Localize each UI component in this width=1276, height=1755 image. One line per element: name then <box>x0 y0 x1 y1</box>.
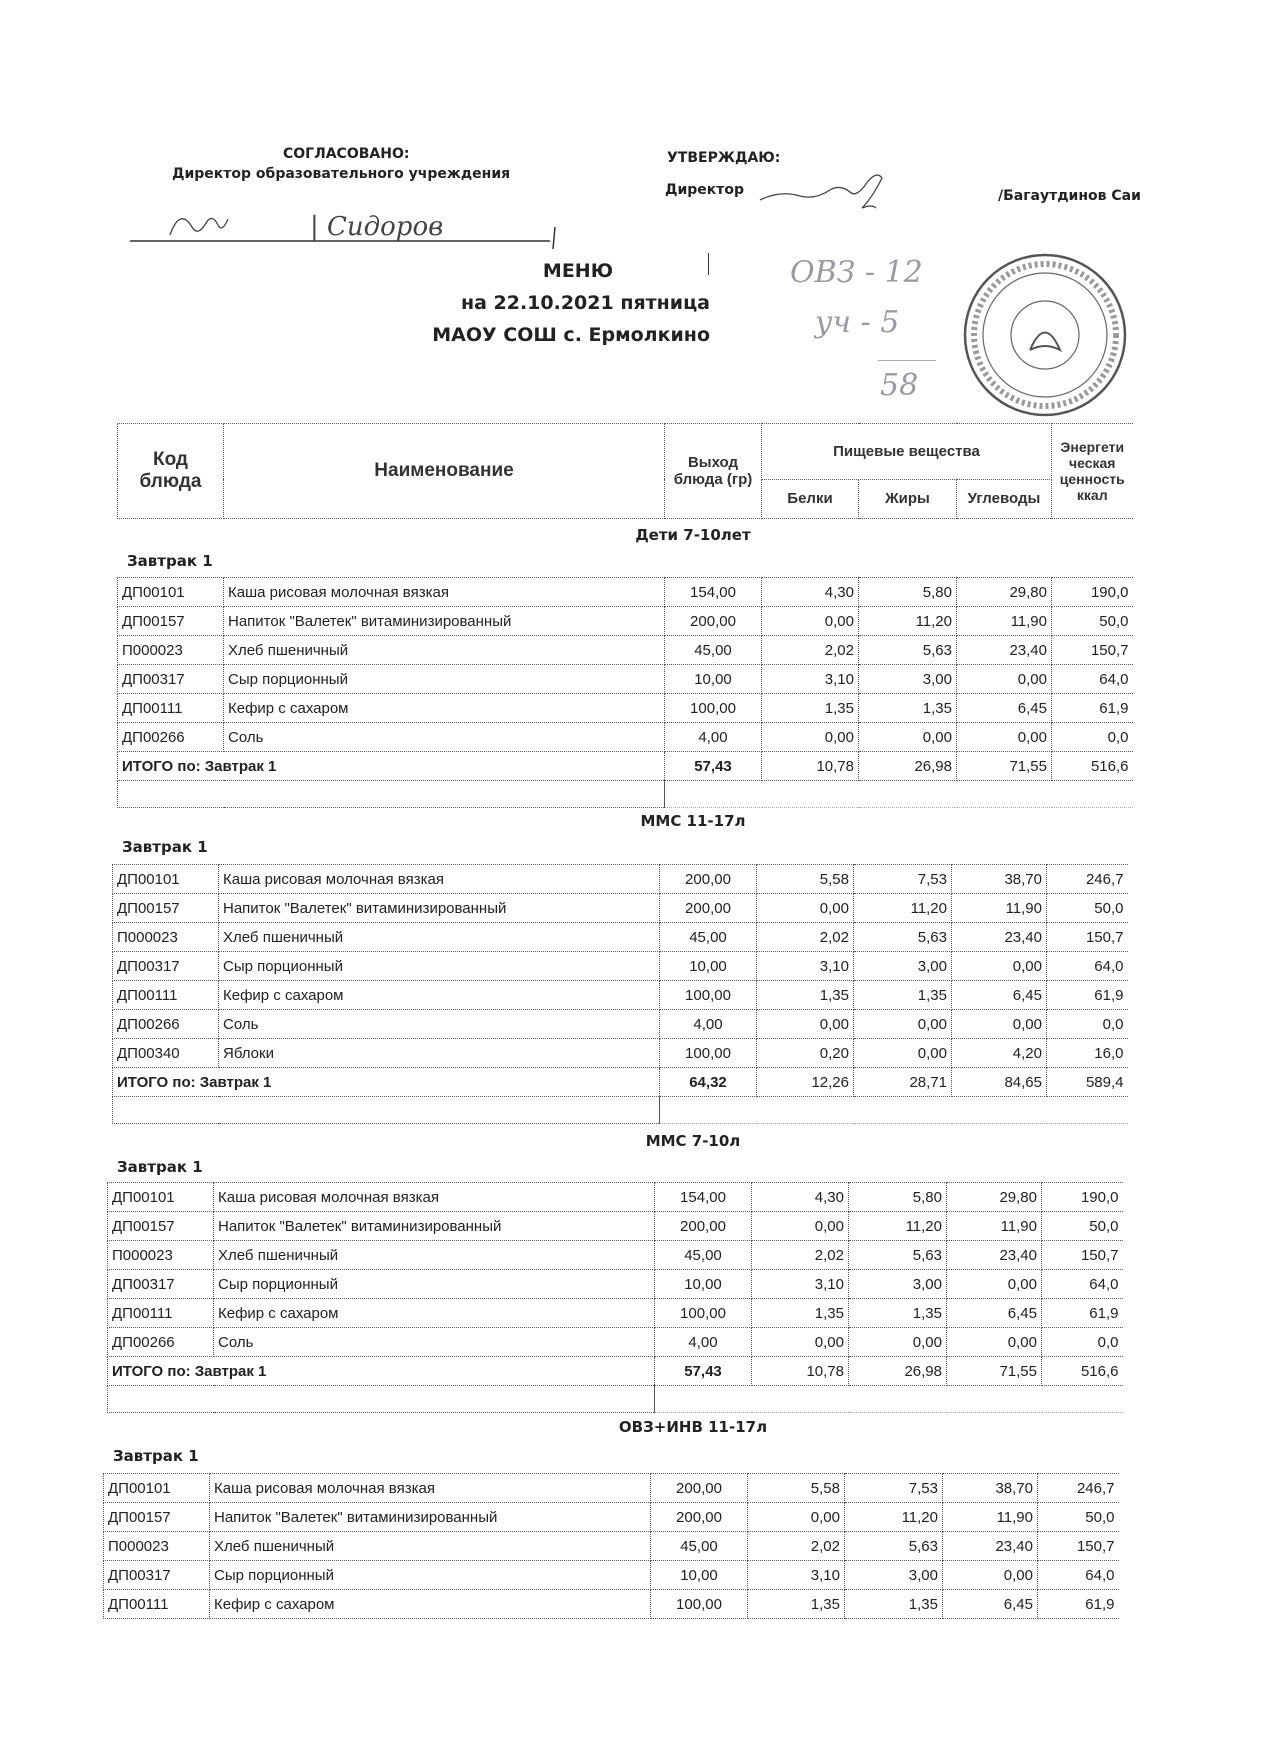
dish-carbs: 0,00 <box>952 952 1047 981</box>
table-row <box>108 1328 1123 1357</box>
dish-protein: 3,10 <box>752 1270 849 1299</box>
total-yield: 57,43 <box>665 752 762 781</box>
approved-position: Директор <box>665 182 745 198</box>
svg-text:| Сидоров: | Сидоров <box>310 212 444 242</box>
col-energy: Энергети ческая ценность ккал <box>1052 424 1133 519</box>
table-row <box>118 694 1133 723</box>
table-row <box>104 1590 1119 1619</box>
col-carbs: Углеводы <box>957 479 1052 518</box>
col-yield: Выход блюда (гр) <box>665 424 762 519</box>
dish-yield: 100,00 <box>651 1590 748 1619</box>
dish-code: П000023 <box>104 1532 210 1561</box>
dish-name: Сыр порционный <box>214 1270 655 1299</box>
total-energy: 516,6 <box>1042 1357 1123 1386</box>
dish-name: Кефир с сахаром <box>214 1299 655 1328</box>
dish-yield: 10,00 <box>651 1561 748 1590</box>
dish-energy: 50,0 <box>1047 894 1128 923</box>
total-protein: 10,78 <box>762 752 859 781</box>
dish-protein: 5,58 <box>748 1474 845 1503</box>
dish-fat: 11,20 <box>859 607 957 636</box>
dish-protein: 0,00 <box>748 1503 845 1532</box>
dish-yield: 100,00 <box>665 694 762 723</box>
col-protein: Белки <box>762 479 859 518</box>
dish-carbs: 0,00 <box>957 723 1052 752</box>
dish-carbs: 6,45 <box>952 981 1047 1010</box>
dish-energy: 50,0 <box>1042 1212 1123 1241</box>
blank-cell <box>118 781 665 808</box>
dish-protein: 3,10 <box>762 665 859 694</box>
dish-code: ДП00101 <box>113 865 219 894</box>
dish-energy: 50,0 <box>1038 1503 1119 1532</box>
dish-energy: 64,0 <box>1047 952 1128 981</box>
dish-yield: 45,00 <box>665 636 762 665</box>
total-fat: 28,71 <box>854 1068 952 1097</box>
total-row <box>108 1357 1123 1386</box>
menu-table <box>107 1182 1123 1413</box>
dish-protein: 0,00 <box>752 1212 849 1241</box>
dish-name: Каша рисовая молочная вязкая <box>224 578 665 607</box>
dish-fat: 7,53 <box>845 1474 943 1503</box>
dish-carbs: 29,80 <box>957 578 1052 607</box>
dish-energy: 246,7 <box>1047 865 1128 894</box>
dish-protein: 1,35 <box>762 694 859 723</box>
total-energy: 516,6 <box>1052 752 1133 781</box>
blank-row <box>118 781 1133 808</box>
blank-cell <box>113 1097 660 1124</box>
menu-table-header <box>117 423 1133 519</box>
dish-code: ДП00101 <box>108 1183 214 1212</box>
dish-energy: 61,9 <box>1047 981 1128 1010</box>
dish-name: Сыр порционный <box>219 952 660 981</box>
dish-protein: 2,02 <box>752 1241 849 1270</box>
dish-code: ДП00157 <box>113 894 219 923</box>
table-row <box>113 952 1128 981</box>
dish-fat: 3,00 <box>849 1270 947 1299</box>
dish-carbs: 11,90 <box>952 894 1047 923</box>
col-fat: Жиры <box>859 479 957 518</box>
dish-fat: 1,35 <box>859 694 957 723</box>
dish-name: Каша рисовая молочная вязкая <box>219 865 660 894</box>
dish-name: Кефир с сахаром <box>219 981 660 1010</box>
total-energy: 589,4 <box>1047 1068 1128 1097</box>
dish-yield: 4,00 <box>655 1328 752 1357</box>
blank-cell <box>665 781 1133 808</box>
menu-date: на 22.10.2021 пятница <box>460 292 710 314</box>
dish-code: П000023 <box>118 636 224 665</box>
dish-carbs: 0,00 <box>943 1561 1038 1590</box>
school-name: МАОУ СОШ с. Ермолкино <box>432 324 710 346</box>
table-row <box>113 923 1128 952</box>
total-carbs: 84,65 <box>952 1068 1047 1097</box>
dish-carbs: 29,80 <box>947 1183 1042 1212</box>
total-fat: 26,98 <box>859 752 957 781</box>
col-nutrients: Пищевые вещества <box>762 424 1052 480</box>
approved-label: УТВЕРЖДАЮ: <box>667 150 781 166</box>
handwritten-note-1: ОВЗ - 12 <box>790 255 923 290</box>
total-carbs: 71,55 <box>947 1357 1042 1386</box>
dish-yield: 100,00 <box>660 1039 757 1068</box>
section-group-title: ММС 11-17л <box>640 812 746 830</box>
divider <box>708 253 709 275</box>
dish-code: ДП00111 <box>113 981 219 1010</box>
dish-code: ДП00111 <box>104 1590 210 1619</box>
dish-code: ДП00111 <box>108 1299 214 1328</box>
dish-protein: 0,00 <box>757 1010 854 1039</box>
dish-code: ДП00266 <box>108 1328 214 1357</box>
dish-energy: 0,0 <box>1052 723 1133 752</box>
dish-code: ДП00157 <box>118 607 224 636</box>
note-line <box>878 360 936 361</box>
dish-carbs: 0,00 <box>947 1270 1042 1299</box>
table-row <box>113 1010 1128 1039</box>
blank-cell <box>108 1386 655 1413</box>
dish-energy: 150,7 <box>1042 1241 1123 1270</box>
dish-fat: 5,63 <box>849 1241 947 1270</box>
dish-code: ДП00266 <box>118 723 224 752</box>
table-row <box>113 981 1128 1010</box>
dish-yield: 154,00 <box>665 578 762 607</box>
dish-code: ДП00157 <box>104 1503 210 1532</box>
dish-name: Каша рисовая молочная вязкая <box>214 1183 655 1212</box>
dish-fat: 1,35 <box>845 1590 943 1619</box>
dish-fat: 5,80 <box>849 1183 947 1212</box>
dish-yield: 10,00 <box>665 665 762 694</box>
dish-code: ДП00317 <box>113 952 219 981</box>
dish-energy: 190,0 <box>1052 578 1133 607</box>
dish-carbs: 23,40 <box>952 923 1047 952</box>
dish-yield: 200,00 <box>655 1212 752 1241</box>
dish-yield: 10,00 <box>660 952 757 981</box>
dish-fat: 7,53 <box>854 865 952 894</box>
dish-yield: 200,00 <box>651 1474 748 1503</box>
table-row <box>108 1241 1123 1270</box>
dish-carbs: 6,45 <box>943 1590 1038 1619</box>
dish-name: Хлеб пшеничный <box>214 1241 655 1270</box>
col-code: Код блюда <box>118 424 224 519</box>
dish-carbs: 11,90 <box>947 1212 1042 1241</box>
dish-name: Яблоки <box>219 1039 660 1068</box>
dish-name: Каша рисовая молочная вязкая <box>210 1474 651 1503</box>
table-row <box>104 1561 1119 1590</box>
meal-title: Завтрак 1 <box>122 838 208 856</box>
dish-yield: 200,00 <box>651 1503 748 1532</box>
dish-carbs: 0,00 <box>947 1328 1042 1357</box>
dish-energy: 16,0 <box>1047 1039 1128 1068</box>
dish-protein: 4,30 <box>752 1183 849 1212</box>
section-group-title: ОВЗ+ИНВ 11-17л <box>618 1418 768 1436</box>
dish-fat: 0,00 <box>859 723 957 752</box>
dish-energy: 246,7 <box>1038 1474 1119 1503</box>
meal-title: Завтрак 1 <box>113 1447 199 1465</box>
total-label: ИТОГО по: Завтрак 1 <box>113 1068 660 1097</box>
dish-protein: 1,35 <box>748 1590 845 1619</box>
dish-energy: 61,9 <box>1042 1299 1123 1328</box>
dish-name: Напиток "Валетек" витаминизированный <box>214 1212 655 1241</box>
dish-name: Напиток "Валетек" витаминизированный <box>219 894 660 923</box>
dish-name: Соль <box>224 723 665 752</box>
menu-table <box>117 577 1133 808</box>
dish-fat: 11,20 <box>845 1503 943 1532</box>
dish-fat: 1,35 <box>849 1299 947 1328</box>
dish-carbs: 6,45 <box>957 694 1052 723</box>
dish-protein: 2,02 <box>757 923 854 952</box>
dish-code: ДП00101 <box>118 578 224 607</box>
dish-fat: 5,80 <box>859 578 957 607</box>
blank-row <box>113 1097 1128 1124</box>
dish-protein: 2,02 <box>762 636 859 665</box>
dish-yield: 200,00 <box>660 865 757 894</box>
total-protein: 10,78 <box>752 1357 849 1386</box>
total-protein: 12,26 <box>757 1068 854 1097</box>
table-row <box>113 865 1128 894</box>
dish-energy: 150,7 <box>1038 1532 1119 1561</box>
dish-yield: 200,00 <box>665 607 762 636</box>
dish-fat: 11,20 <box>854 894 952 923</box>
agreed-label: СОГЛАСОВАНО: <box>283 146 410 162</box>
dish-carbs: 11,90 <box>943 1503 1038 1532</box>
dish-carbs: 38,70 <box>943 1474 1038 1503</box>
col-name: Наименование <box>224 424 665 519</box>
dish-fat: 3,00 <box>859 665 957 694</box>
dish-energy: 64,0 <box>1052 665 1133 694</box>
dish-yield: 200,00 <box>660 894 757 923</box>
total-yield: 57,43 <box>655 1357 752 1386</box>
dish-fat: 1,35 <box>854 981 952 1010</box>
dish-energy: 0,0 <box>1047 1010 1128 1039</box>
dish-protein: 1,35 <box>757 981 854 1010</box>
total-label: ИТОГО по: Завтрак 1 <box>118 752 665 781</box>
dish-fat: 3,00 <box>854 952 952 981</box>
dish-yield: 4,00 <box>665 723 762 752</box>
table-row <box>108 1270 1123 1299</box>
dish-carbs: 0,00 <box>957 665 1052 694</box>
handwritten-note-2: уч - 5 <box>815 305 900 340</box>
meal-title: Завтрак 1 <box>117 1158 203 1176</box>
dish-protein: 0,00 <box>762 723 859 752</box>
dish-yield: 45,00 <box>651 1532 748 1561</box>
dish-carbs: 6,45 <box>947 1299 1042 1328</box>
section-group-title: ММС 7-10л <box>645 1132 741 1150</box>
dish-code: ДП00101 <box>104 1474 210 1503</box>
dish-protein: 1,35 <box>752 1299 849 1328</box>
table-row <box>108 1299 1123 1328</box>
dish-carbs: 23,40 <box>957 636 1052 665</box>
dish-carbs: 11,90 <box>957 607 1052 636</box>
dish-code: П000023 <box>108 1241 214 1270</box>
menu-title: МЕНЮ <box>542 260 613 282</box>
dish-code: ДП00317 <box>118 665 224 694</box>
table-row <box>104 1503 1119 1532</box>
total-row <box>118 752 1133 781</box>
dish-yield: 154,00 <box>655 1183 752 1212</box>
menu-table <box>112 864 1128 1124</box>
table-row <box>104 1474 1119 1503</box>
section-group-title: Дети 7-10лет <box>635 526 751 544</box>
table-row <box>108 1212 1123 1241</box>
table-row <box>118 578 1133 607</box>
dish-protein: 2,02 <box>748 1532 845 1561</box>
blank-row <box>108 1386 1123 1413</box>
dish-carbs: 38,70 <box>952 865 1047 894</box>
left-signature <box>130 205 570 255</box>
total-yield: 64,32 <box>660 1068 757 1097</box>
dish-protein: 0,00 <box>762 607 859 636</box>
director-name: /Багаутдинов Саи <box>998 188 1141 204</box>
dish-fat: 0,00 <box>854 1010 952 1039</box>
total-label: ИТОГО по: Завтрак 1 <box>108 1357 655 1386</box>
dish-energy: 64,0 <box>1042 1270 1123 1299</box>
dish-name: Напиток "Валетек" витаминизированный <box>224 607 665 636</box>
dish-code: ДП00157 <box>108 1212 214 1241</box>
table-row <box>113 1039 1128 1068</box>
dish-yield: 100,00 <box>660 981 757 1010</box>
dish-code: П000023 <box>113 923 219 952</box>
dish-yield: 45,00 <box>655 1241 752 1270</box>
dish-yield: 100,00 <box>655 1299 752 1328</box>
dish-protein: 0,20 <box>757 1039 854 1068</box>
dish-name: Хлеб пшеничный <box>210 1532 651 1561</box>
dish-protein: 0,00 <box>752 1328 849 1357</box>
handwritten-note-3: 58 <box>880 368 919 403</box>
dish-name: Соль <box>214 1328 655 1357</box>
table-row <box>113 894 1128 923</box>
dish-energy: 64,0 <box>1038 1561 1119 1590</box>
dish-protein: 3,10 <box>748 1561 845 1590</box>
dish-code: ДП00317 <box>104 1561 210 1590</box>
dish-name: Соль <box>219 1010 660 1039</box>
total-fat: 26,98 <box>849 1357 947 1386</box>
dish-name: Хлеб пшеничный <box>224 636 665 665</box>
dish-yield: 45,00 <box>660 923 757 952</box>
dish-fat: 5,63 <box>854 923 952 952</box>
dish-carbs: 4,20 <box>952 1039 1047 1068</box>
dish-energy: 50,0 <box>1052 607 1133 636</box>
dish-fat: 3,00 <box>845 1561 943 1590</box>
dish-protein: 3,10 <box>757 952 854 981</box>
dish-carbs: 23,40 <box>947 1241 1042 1270</box>
dish-fat: 0,00 <box>849 1328 947 1357</box>
table-row <box>118 636 1133 665</box>
dish-energy: 0,0 <box>1042 1328 1123 1357</box>
dish-fat: 5,63 <box>845 1532 943 1561</box>
dish-code: ДП00111 <box>118 694 224 723</box>
dish-energy: 61,9 <box>1038 1590 1119 1619</box>
dish-name: Хлеб пшеничный <box>219 923 660 952</box>
dish-energy: 190,0 <box>1042 1183 1123 1212</box>
total-carbs: 71,55 <box>957 752 1052 781</box>
dish-fat: 11,20 <box>849 1212 947 1241</box>
director-signature <box>755 168 915 218</box>
official-stamp <box>960 250 1130 420</box>
dish-energy: 150,7 <box>1047 923 1128 952</box>
dish-carbs: 0,00 <box>952 1010 1047 1039</box>
table-row <box>118 665 1133 694</box>
dish-name: Напиток "Валетек" витаминизированный <box>210 1503 651 1532</box>
dish-code: ДП00266 <box>113 1010 219 1039</box>
dish-yield: 4,00 <box>660 1010 757 1039</box>
dish-carbs: 23,40 <box>943 1532 1038 1561</box>
table-row <box>118 723 1133 752</box>
dish-protein: 4,30 <box>762 578 859 607</box>
blank-cell <box>660 1097 1128 1124</box>
menu-table <box>103 1473 1119 1619</box>
blank-cell <box>655 1386 1123 1413</box>
dish-energy: 61,9 <box>1052 694 1133 723</box>
table-row <box>104 1532 1119 1561</box>
dish-name: Кефир с сахаром <box>224 694 665 723</box>
dish-yield: 10,00 <box>655 1270 752 1299</box>
dish-name: Сыр порционный <box>224 665 665 694</box>
dish-energy: 150,7 <box>1052 636 1133 665</box>
meal-title: Завтрак 1 <box>127 552 213 570</box>
dish-code: ДП00340 <box>113 1039 219 1068</box>
dish-protein: 0,00 <box>757 894 854 923</box>
dish-fat: 0,00 <box>854 1039 952 1068</box>
agreed-position: Директор образовательного учреждения <box>172 166 511 182</box>
total-row <box>113 1068 1128 1097</box>
dish-fat: 5,63 <box>859 636 957 665</box>
dish-protein: 5,58 <box>757 865 854 894</box>
dish-code: ДП00317 <box>108 1270 214 1299</box>
table-row <box>108 1183 1123 1212</box>
dish-name: Сыр порционный <box>210 1561 651 1590</box>
dish-name: Кефир с сахаром <box>210 1590 651 1619</box>
menu-title-block <box>380 260 710 346</box>
table-row <box>118 607 1133 636</box>
